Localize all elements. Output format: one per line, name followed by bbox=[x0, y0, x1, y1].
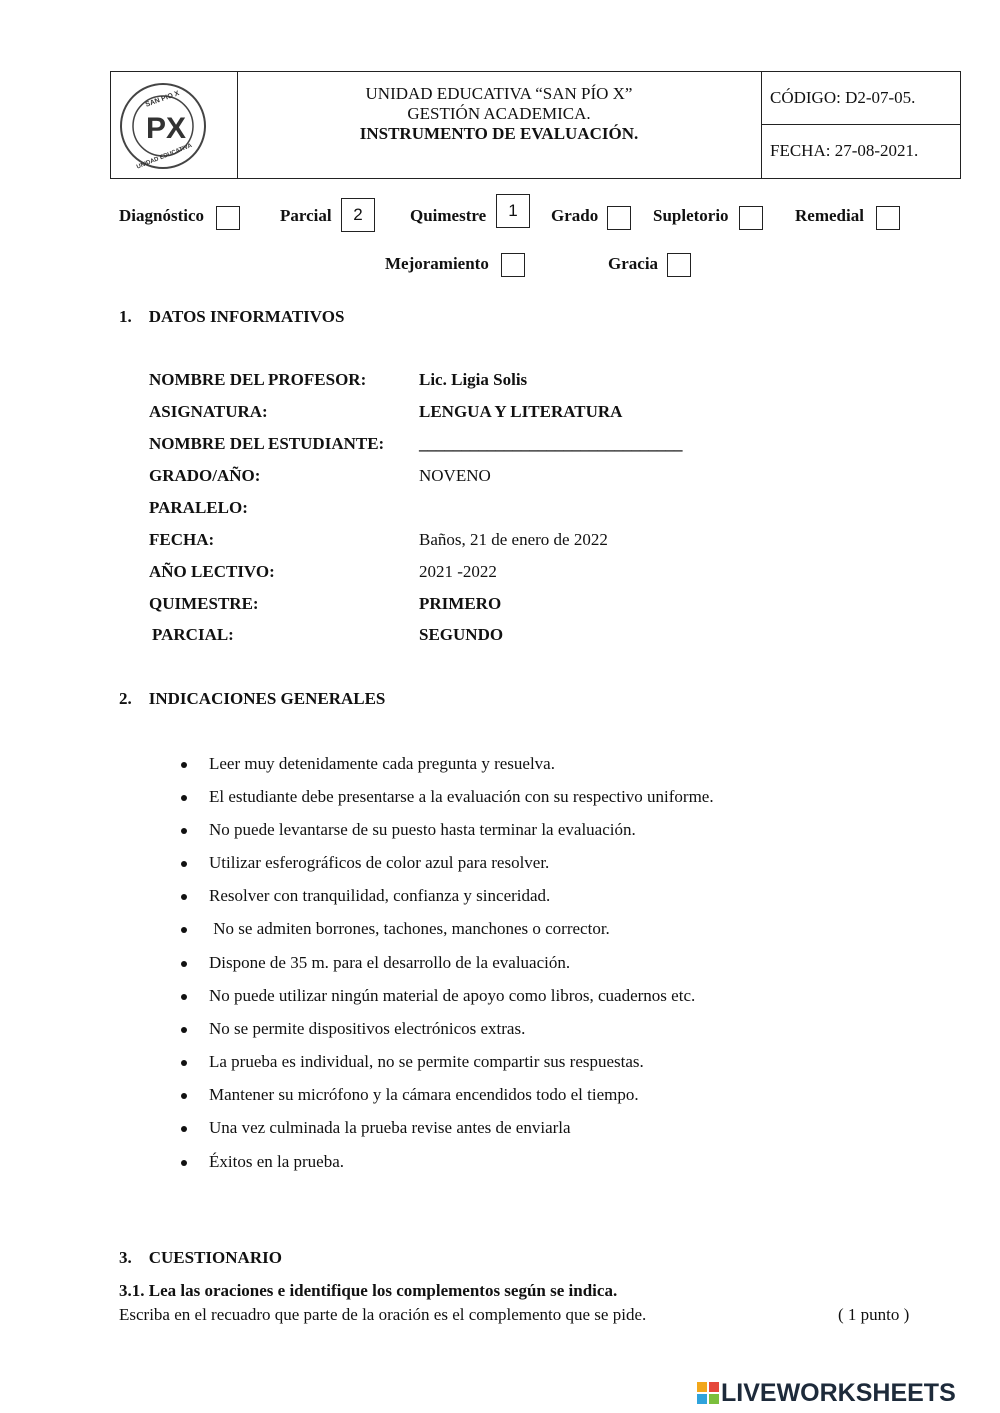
asignatura-value: LENGUA Y LITERATURA bbox=[419, 402, 623, 421]
bullet-icon bbox=[181, 994, 187, 1000]
indication-item: Mantener su micrófono y la cámara encendidos todo el tiempo. bbox=[209, 1085, 639, 1104]
logo-cell bbox=[111, 72, 238, 178]
indication-item: Utilizar esferográficos de color azul para resolver. bbox=[209, 853, 550, 872]
grado-checkbox[interactable] bbox=[607, 206, 631, 230]
gracia-checkbox[interactable] bbox=[667, 253, 691, 277]
gracia-label: Gracia bbox=[608, 254, 659, 273]
section2-title: 2. INDICACIONES GENERALES bbox=[119, 689, 386, 708]
bullet-icon bbox=[181, 927, 187, 933]
department: GESTIÓN ACADEMICA. bbox=[407, 104, 591, 123]
bullet-icon bbox=[181, 828, 187, 834]
remedial-checkbox[interactable] bbox=[876, 206, 900, 230]
document-title: INSTRUMENTO DE EVALUACIÓN. bbox=[359, 124, 639, 143]
ano-lectivo-label: AÑO LECTIVO: bbox=[149, 562, 275, 581]
bullet-icon bbox=[181, 861, 187, 867]
supletorio-label: Supletorio bbox=[653, 206, 729, 225]
diagnostico-label: Diagnóstico bbox=[119, 206, 204, 225]
indication-item: La prueba es individual, no se permite compartir sus respuestas. bbox=[209, 1052, 644, 1071]
supletorio-checkbox[interactable] bbox=[739, 206, 763, 230]
bullet-icon bbox=[181, 795, 187, 801]
quimestre-row-value: PRIMERO bbox=[419, 594, 502, 613]
profesor-label: NOMBRE DEL PROFESOR: bbox=[149, 370, 367, 389]
grado-ano-label: GRADO/AÑO: bbox=[149, 466, 261, 485]
remedial-label: Remedial bbox=[795, 206, 864, 225]
bullet-icon bbox=[181, 1093, 187, 1099]
parcial-label: Parcial bbox=[280, 206, 332, 225]
bullet-icon bbox=[181, 961, 187, 967]
paralelo-label: PARALELO: bbox=[149, 498, 248, 517]
indication-item: Leer muy detenidamente cada pregunta y resuelva. bbox=[209, 754, 555, 773]
bullet-icon bbox=[181, 894, 187, 900]
watermark-text: LIVEWORKSHEETS bbox=[721, 1379, 956, 1407]
bullet-icon bbox=[181, 762, 187, 768]
bullet-icon bbox=[181, 1027, 187, 1033]
fecha-cell: FECHA: 27-08-2021. bbox=[770, 141, 919, 160]
parcial-row-label: PARCIAL: bbox=[152, 625, 234, 644]
estudiante-label: NOMBRE DEL ESTUDIANTE: bbox=[149, 434, 385, 453]
school-logo bbox=[111, 72, 237, 178]
bullet-icon bbox=[181, 1060, 187, 1066]
question1-title: 3.1. Lea las oraciones e identifique los complementos según se indica. bbox=[119, 1281, 618, 1300]
parcial-checkbox[interactable]: 2 bbox=[341, 198, 375, 232]
estudiante-field[interactable]: _______________________________ bbox=[419, 434, 683, 453]
indication-item: No puede levantarse de su puesto hasta terminar la evaluación. bbox=[209, 820, 636, 839]
quimestre-row-label: QUIMESTRE: bbox=[149, 594, 259, 613]
mejoramiento-checkbox[interactable] bbox=[501, 253, 525, 277]
section3-title: 3. CUESTIONARIO bbox=[119, 1248, 282, 1267]
diagnostico-checkbox[interactable] bbox=[216, 206, 240, 230]
question1-points: ( 1 punto ) bbox=[838, 1305, 910, 1324]
indication-item: Una vez culminada la prueba revise antes de enviarla bbox=[209, 1118, 571, 1137]
indication-item: No se admiten borrones, tachones, manchones o corrector. bbox=[209, 919, 610, 938]
indication-item: Dispone de 35 m. para el desarrollo de la evaluación. bbox=[209, 953, 571, 972]
header-table bbox=[110, 71, 961, 179]
quimestre-label: Quimestre bbox=[410, 206, 487, 225]
question1-text: Escriba en el recuadro que parte de la oración es el complemento que se pide. bbox=[119, 1305, 647, 1324]
section1-title: 1. DATOS INFORMATIVOS bbox=[119, 307, 345, 326]
logo-text-top: SAN PIO X bbox=[144, 90, 181, 109]
quimestre-checkbox[interactable]: 1 bbox=[496, 194, 530, 228]
logo-mark: PX bbox=[146, 112, 187, 145]
liveworksheets-watermark bbox=[697, 1379, 956, 1408]
indication-item: Resolver con tranquilidad, confianza y sinceridad. bbox=[209, 886, 551, 905]
indication-item: Éxitos en la prueba. bbox=[209, 1152, 345, 1171]
logo-text-bottom: UNIDAD EDUCATIVA bbox=[135, 142, 193, 171]
liveworksheets-logo-icon bbox=[697, 1382, 719, 1404]
school-name: UNIDAD EDUCATIVA “SAN PÍO X” bbox=[365, 84, 633, 103]
fecha-label: FECHA: bbox=[149, 530, 215, 549]
fecha-value: Baños, 21 de enero de 2022 bbox=[419, 530, 608, 549]
header-title-cell bbox=[237, 72, 762, 178]
indication-item: No puede utilizar ningún material de apoyo como libros, cuadernos etc. bbox=[209, 986, 696, 1005]
profesor-value: Lic. Ligia Solis bbox=[419, 370, 528, 389]
asignatura-label: ASIGNATURA: bbox=[149, 402, 268, 421]
grado-label: Grado bbox=[551, 206, 599, 225]
bullet-icon bbox=[181, 1160, 187, 1166]
indication-item: No se permite dispositivos electrónicos extras. bbox=[209, 1019, 526, 1038]
ano-lectivo-value: 2021 -2022 bbox=[419, 562, 497, 581]
bullet-icon bbox=[181, 1126, 187, 1132]
indication-item: El estudiante debe presentarse a la evaluación con su respectivo uniforme. bbox=[209, 787, 714, 806]
parcial-row-value: SEGUNDO bbox=[419, 625, 504, 644]
mejoramiento-label: Mejoramiento bbox=[385, 254, 489, 273]
codigo-cell: CÓDIGO: D2-07-05. bbox=[762, 72, 960, 125]
grado-ano-value: NOVENO bbox=[419, 466, 491, 485]
